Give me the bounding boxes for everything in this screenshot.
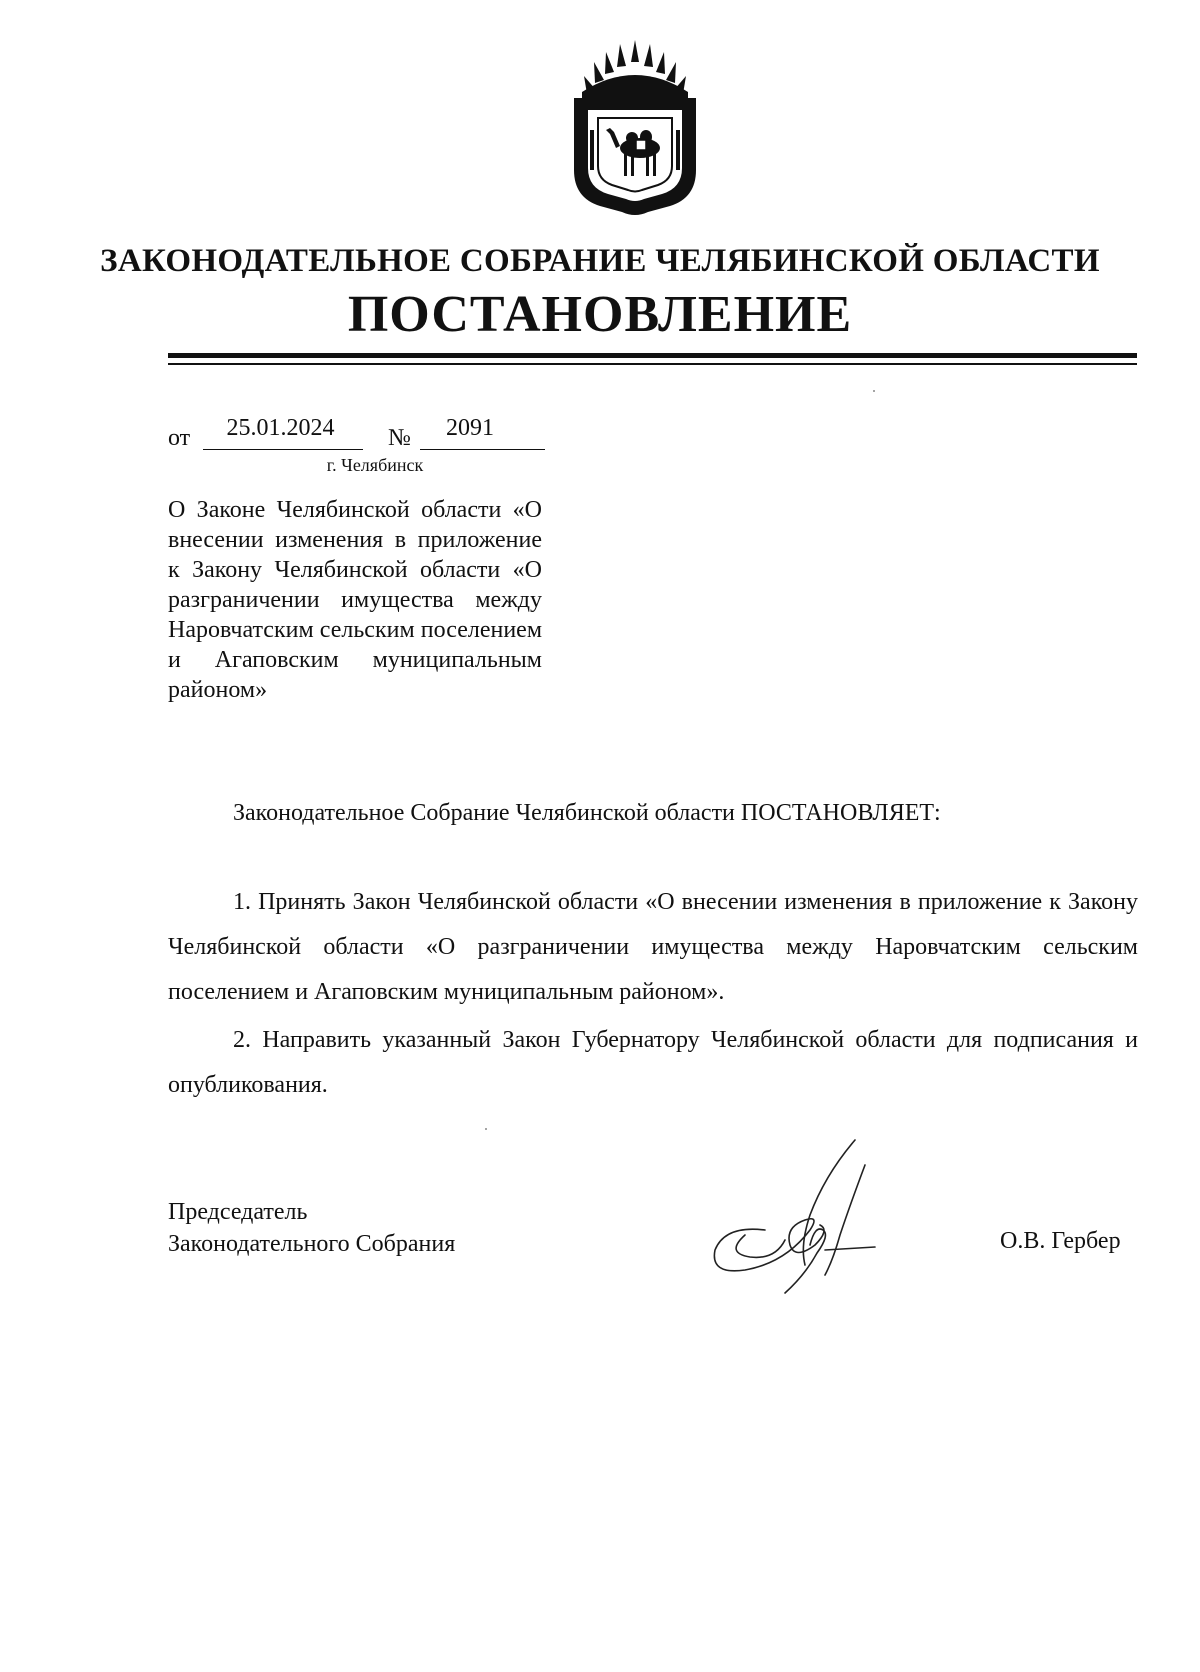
number-value: 2091 <box>446 415 494 441</box>
date-label: от <box>168 425 191 451</box>
handwritten-signature-icon <box>705 1135 905 1295</box>
number-underline <box>420 449 545 450</box>
decree-line: Законодательное Собрание Челябинской области ПОСТАНОВЛЯЕТ: <box>233 800 941 826</box>
city-label: г. Челябинск <box>326 455 424 475</box>
header-rule-thick <box>168 353 1137 358</box>
scan-speck <box>873 390 875 392</box>
coat-of-arms-icon <box>560 40 710 220</box>
signer-position-line-2: Законодательного Собрания <box>168 1231 456 1257</box>
signer-position <box>168 1196 455 1260</box>
decree-item-1: 1. Принять Закон Челябинской области «О внесении изменения в приложение к Закону Челябинской области «О разграничении имущества между Наровчатским сельским поселением и Агаповским муниципальным районом». <box>168 889 1138 1005</box>
signer-name: О.В. Гербер <box>1000 1228 1121 1254</box>
number-label: № <box>388 425 411 451</box>
scan-speck <box>485 1128 487 1130</box>
signer-position-line-1: Председатель <box>168 1199 308 1225</box>
decree-item-2: 2. Направить указанный Закон Губернатору Челябинской области для подписания и опубликования. <box>168 1027 1138 1098</box>
organization-title: ЗАКОНОДАТЕЛЬНОЕ СОБРАНИЕ ЧЕЛЯБИНСКОЙ ОБЛАСТИ <box>100 243 1100 279</box>
header-rule-thin <box>168 363 1137 365</box>
date-underline <box>203 449 363 450</box>
date-value: 25.01.2024 <box>226 415 335 441</box>
document-subject: О Законе Челябинской области «О внесении изменения в приложение к Закону Челябинской области «О разграничении имущества между Наровчатским сельским поселением и Агаповским муниципальным районом» <box>168 497 542 703</box>
document-type-title: ПОСТАНОВЛЕНИЕ <box>347 286 853 343</box>
date-number-row <box>168 413 588 453</box>
